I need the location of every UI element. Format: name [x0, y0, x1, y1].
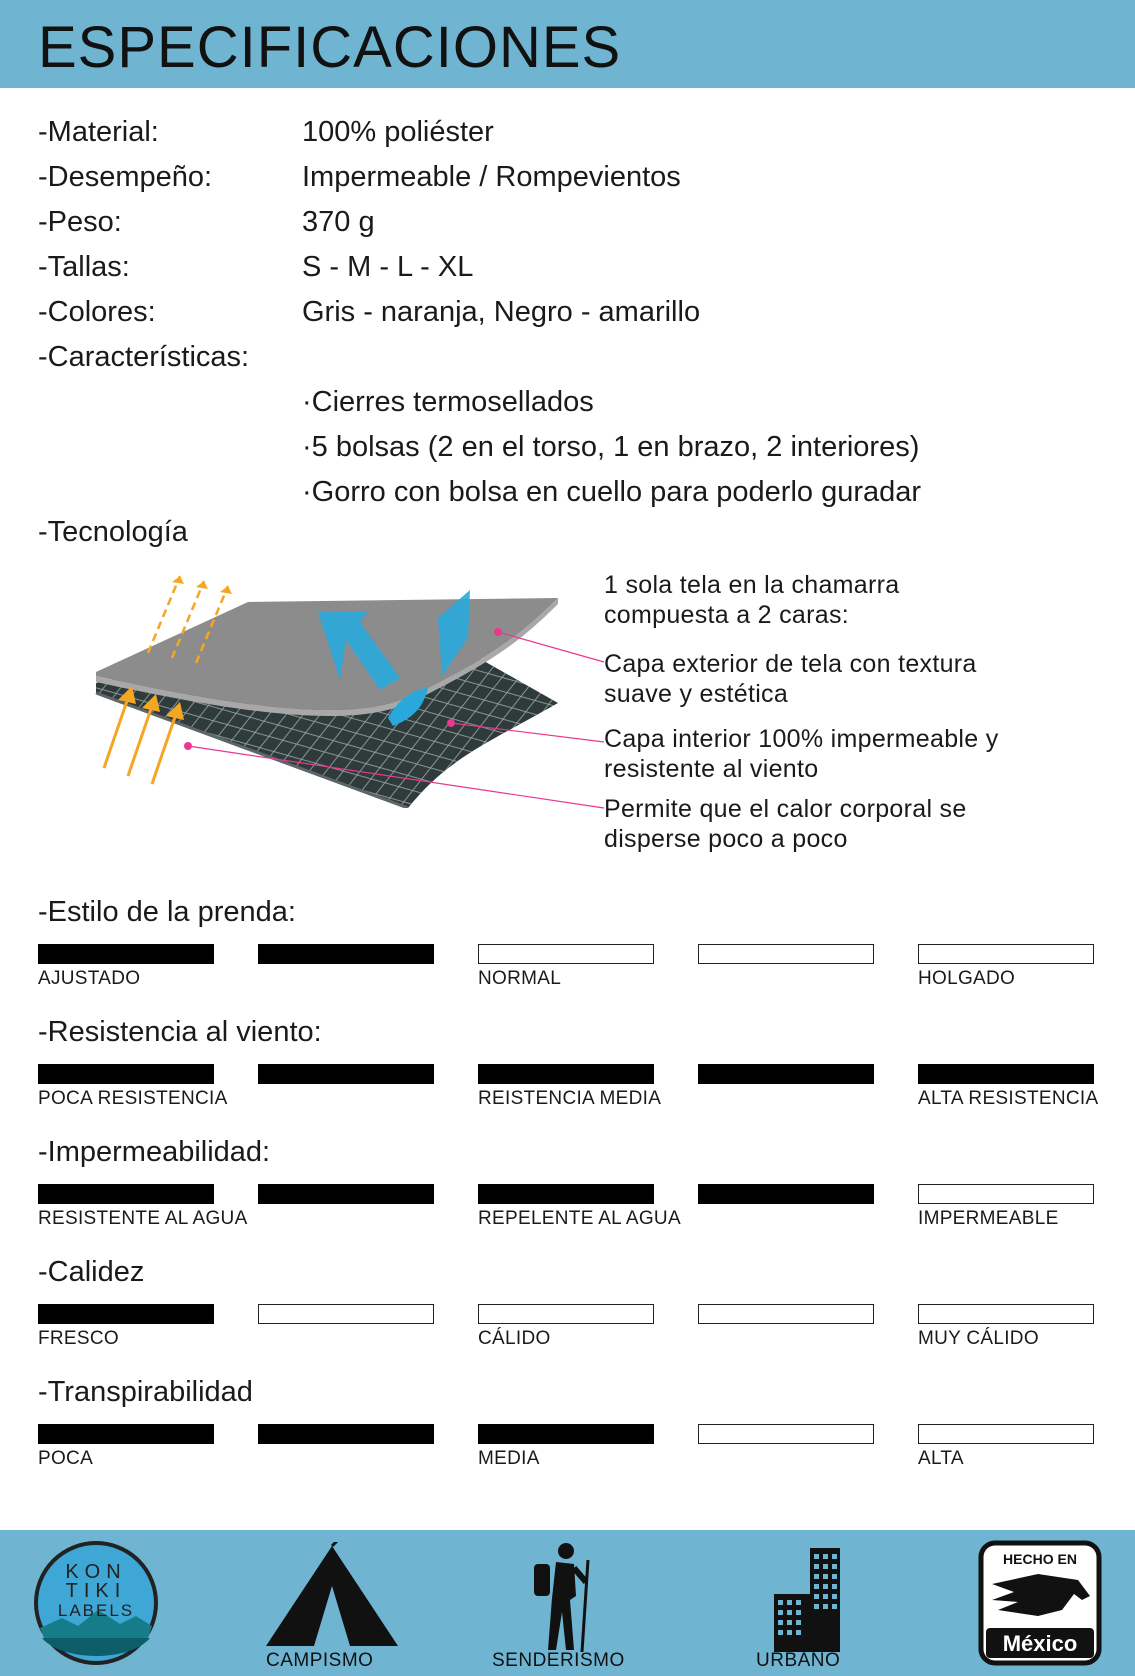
- spec-key: -Peso:: [38, 206, 122, 238]
- rating-title: -Resistencia al viento:: [38, 1016, 322, 1048]
- footer-label-senderismo: SENDERISMO: [492, 1650, 625, 1671]
- rating-scale-label: POCA RESISTENCIA: [38, 1088, 228, 1109]
- rating-bar-segment: [258, 1184, 434, 1204]
- rating-bar-segment: [38, 1424, 214, 1444]
- rating-title: -Estilo de la prenda:: [38, 896, 296, 928]
- rating-scale-label: IMPERMEABLE: [918, 1208, 1059, 1229]
- rating-bar-segment: [38, 944, 214, 964]
- rating-bar-segment: [38, 1184, 214, 1204]
- rating-bar-segment: [478, 1184, 654, 1204]
- rating-scale-label: MEDIA: [478, 1448, 540, 1469]
- rating-bar-segment: [478, 1304, 654, 1324]
- spec-key: -Colores:: [38, 296, 156, 328]
- technology-heading: -Tecnología: [38, 516, 188, 548]
- rating-scale-label: FRESCO: [38, 1328, 119, 1349]
- rating-bar-segment: [698, 1184, 874, 1204]
- rating-scale-label: AJUSTADO: [38, 968, 141, 989]
- rating-scale-label: POCA: [38, 1448, 94, 1469]
- tech-note-heat: [604, 794, 967, 854]
- badge-top-text: HECHO EN: [1003, 1551, 1077, 1567]
- tech-note-line: Capa exterior de tela con textura: [604, 650, 977, 678]
- spec-key: -Material:: [38, 116, 159, 148]
- rating-bar-segment: [918, 1424, 1094, 1444]
- badge-bottom-text: México: [1002, 1631, 1078, 1656]
- rating-scale-label: REPELENTE AL AGUA: [478, 1208, 681, 1229]
- footer-label-urbano: URBANO: [756, 1650, 841, 1671]
- spec-key: -Tallas:: [38, 251, 130, 283]
- page-title: ESPECIFICACIONES: [38, 15, 622, 80]
- rating-scale-label: HOLGADO: [918, 968, 1016, 989]
- spec-value: Gris - naranja, Negro - amarillo: [302, 296, 701, 328]
- feature-item: ·Gorro con bolsa en cuello para poderlo guradar: [302, 476, 922, 508]
- rating-scale-label: CÁLIDO: [478, 1328, 551, 1349]
- rating-bar-segment: [258, 1064, 434, 1084]
- rating-bar-segment: [918, 944, 1094, 964]
- tech-note-outer: [604, 649, 977, 709]
- tent-icon: [262, 1542, 402, 1652]
- hecho-en-mexico-badge: [978, 1540, 1102, 1666]
- rating-bar-segment: [698, 1304, 874, 1324]
- rating-scale-label: MUY CÁLIDO: [918, 1328, 1039, 1349]
- rating-title: -Impermeabilidad:: [38, 1136, 271, 1168]
- rating-scale-label: ALTA RESISTENCIA: [918, 1088, 1099, 1109]
- rating-bar-segment: [918, 1184, 1094, 1204]
- spec-value: 370 g: [302, 206, 375, 238]
- rating-bar-segment: [918, 1064, 1094, 1084]
- rating-scale-label: NORMAL: [478, 968, 562, 989]
- logo-text-line: TIKI: [65, 1580, 127, 1602]
- spec-value: 100% poliéster: [302, 116, 494, 148]
- rating-scale-label: REISTENCIA MEDIA: [478, 1088, 662, 1109]
- tech-note-line: disperse poco a poco: [604, 825, 848, 853]
- spec-value: Impermeable / Rompevientos: [302, 161, 681, 193]
- rating-bar-segment: [698, 1064, 874, 1084]
- hiker-icon: [530, 1542, 600, 1654]
- tech-note-line: Capa interior 100% impermeable y: [604, 725, 999, 753]
- rating-scale-label: ALTA: [918, 1448, 964, 1469]
- rating-bar-segment: [38, 1064, 214, 1084]
- spec-key: -Características:: [38, 341, 250, 373]
- tech-note-line: suave y estética: [604, 680, 789, 708]
- rating-title: -Transpirabilidad: [38, 1376, 253, 1408]
- rating-bar-segment: [258, 944, 434, 964]
- logo-text-line: KON: [65, 1561, 127, 1583]
- rating-title: -Calidez: [38, 1256, 145, 1288]
- tech-note-line: Permite que el calor corporal se: [604, 795, 967, 823]
- tech-note-inner: [604, 724, 999, 784]
- tech-note-line: resistente al viento: [604, 755, 819, 783]
- spec-value: S - M - L - XL: [302, 251, 474, 283]
- building-icon: [772, 1548, 842, 1652]
- tech-intro-line: compuesta a 2 caras:: [604, 601, 850, 629]
- footer-label-campismo: CAMPISMO: [266, 1650, 374, 1671]
- feature-item: ·5 bolsas (2 en el torso, 1 en brazo, 2 interiores): [302, 431, 920, 463]
- tech-intro: [604, 570, 899, 630]
- rating-scale-label: RESISTENTE AL AGUA: [38, 1208, 248, 1229]
- rating-bar-segment: [258, 1304, 434, 1324]
- spec-key: -Desempeño:: [38, 161, 213, 193]
- rating-bar-segment: [258, 1424, 434, 1444]
- feature-item: ·Cierres termosellados: [302, 386, 594, 418]
- tech-intro-line: 1 sola tela en la chamarra: [604, 571, 900, 599]
- rating-bar-segment: [478, 1424, 654, 1444]
- rating-bar-segment: [478, 1064, 654, 1084]
- logo-text-line: LABELS: [57, 1601, 135, 1620]
- rating-bar-segment: [918, 1304, 1094, 1324]
- footer-band: [0, 1530, 1135, 1676]
- rating-bar-segment: [478, 944, 654, 964]
- rating-bar-segment: [698, 944, 874, 964]
- kontiki-logo: [32, 1538, 160, 1668]
- rating-bar-segment: [698, 1424, 874, 1444]
- rating-bar-segment: [38, 1304, 214, 1324]
